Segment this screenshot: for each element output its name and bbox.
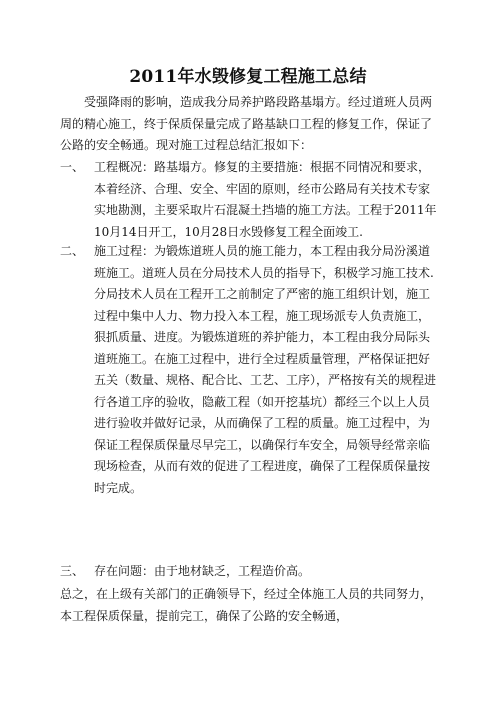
section-number: 一、 [60,160,85,174]
conclusion-paragraph: 总之，在上级有关部门的正确领导下，经过全体施工人员的共同努力，本工程保质保量，提前完工，确保了公路的安全畅通， [60,587,433,623]
section-number: 二、 [60,244,85,258]
section-text: 工程概况：路基塌方。修复的主要措施：根据不同情况和要求，本着经济、合理、安全、牢固的原则，经市公路局有关技术专家实地勘测，主要采取片石混凝土挡墙的施工方法。工程于2011年10月14日开工，10月28日水毁修复工程全面竣工. [94,160,437,239]
intro-paragraph: 受强降雨的影响，造成我分局养护路段路基塌方。经过道班人员两周的精心施工，终于保质保量完成了路基缺口工程的修复工作，保证了公路的安全畅通。现对施工过程总结汇报如下： [60,95,433,152]
section-number: 三、 [60,564,85,578]
section-overview [60,157,440,243]
document-title: 2011年水毁修复工程施工总结 [129,67,367,87]
section-text: 施工过程：为锻炼道班人员的施工能力，本工程由我分局汾溪道班施工。道班人员在分局技术人员的指导下，积极学习施工技术.分局技术人员在工程开工之前制定了严密的施工组织计划，施工过程中集中人力、物力投入本工程，施工现场派专人负责施工，狠抓质量、进度。为锻炼道班的养护能力，本工程由我分局际头道班施工。在施工过程中，进行全过程质量管理，严格保证把好五关（数量、规格、配合比、工艺、工序），严格按有关的规程进行各道工序的验收，隐蔽工程（如开挖基坑）都经三个以上人员进行验收并做好记录，从而确保了工程的质量。施工过程中，为保证工程保质保量尽早完工，以确保行车安全，局领导经常亲临现场检查，从而有效的促进了工程进度，确保了工程保质保量按时完成。 [94,244,437,495]
section-process [60,241,440,499]
section-issues [60,561,440,583]
section-text: 存在问题：由于地材缺乏，工程造价高。 [94,564,311,578]
